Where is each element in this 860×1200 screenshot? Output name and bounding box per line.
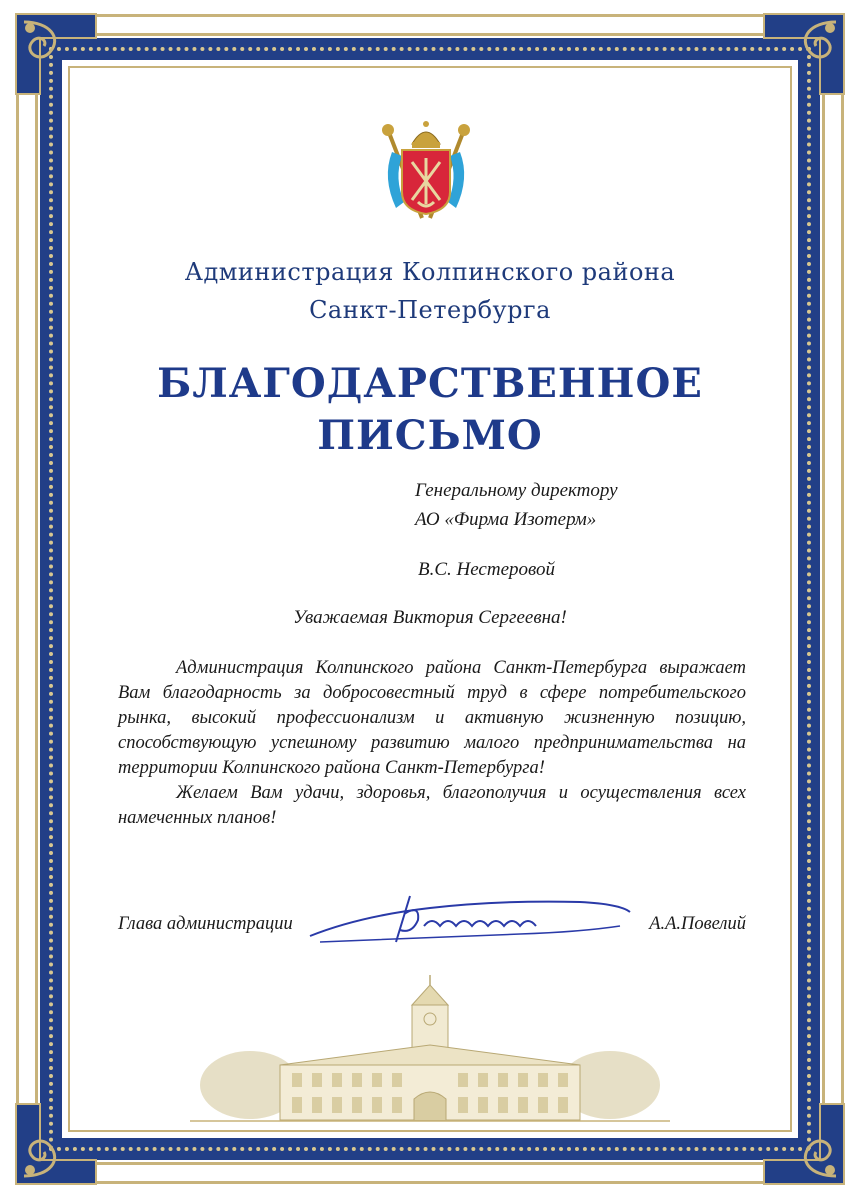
document-title-line2: ПИСЬМО bbox=[317, 412, 543, 459]
recipient-name: В.С. Нестеровой bbox=[418, 559, 556, 580]
organization-city: Санкт-Петербурга bbox=[309, 296, 551, 324]
letter-body bbox=[118, 656, 746, 831]
organization-name: Администрация Колпинского района bbox=[184, 258, 676, 286]
corner-ornament-icon bbox=[758, 1098, 850, 1190]
recipient-position: Генеральному директору bbox=[415, 480, 618, 501]
corner-ornament-icon bbox=[758, 8, 850, 100]
body-paragraph: Администрация Колпинского района Санкт-Петербурга выражает Вам благодарность за добросовестный труд в сфере потребительского рынка, высокий профессионализм и активную жизненную позицию, способствующую успешному развитию малого предпринимательства на территории Колпинского района Санкт-Петербурга! bbox=[118, 658, 746, 778]
building-illustration-icon bbox=[190, 975, 670, 1125]
corner-ornament-icon bbox=[10, 1098, 102, 1190]
recipient-company: АО «Фирма Изотерм» bbox=[415, 509, 597, 530]
corner-ornament-icon bbox=[10, 8, 102, 100]
signatory-name: А.А.Повелий bbox=[649, 914, 746, 934]
handwritten-signature-icon bbox=[300, 886, 640, 956]
body-paragraph: Желаем Вам удачи, здоровья, благополучия и осуществления всех намеченных планов! bbox=[118, 783, 746, 828]
document-title: БЛАГОДАРСТВЕННОЕ bbox=[157, 360, 703, 407]
coat-of-arms-icon bbox=[378, 118, 474, 228]
greeting: Уважаемая Виктория Сергеевна! bbox=[293, 607, 567, 628]
signatory-title: Глава администрации bbox=[118, 914, 293, 934]
